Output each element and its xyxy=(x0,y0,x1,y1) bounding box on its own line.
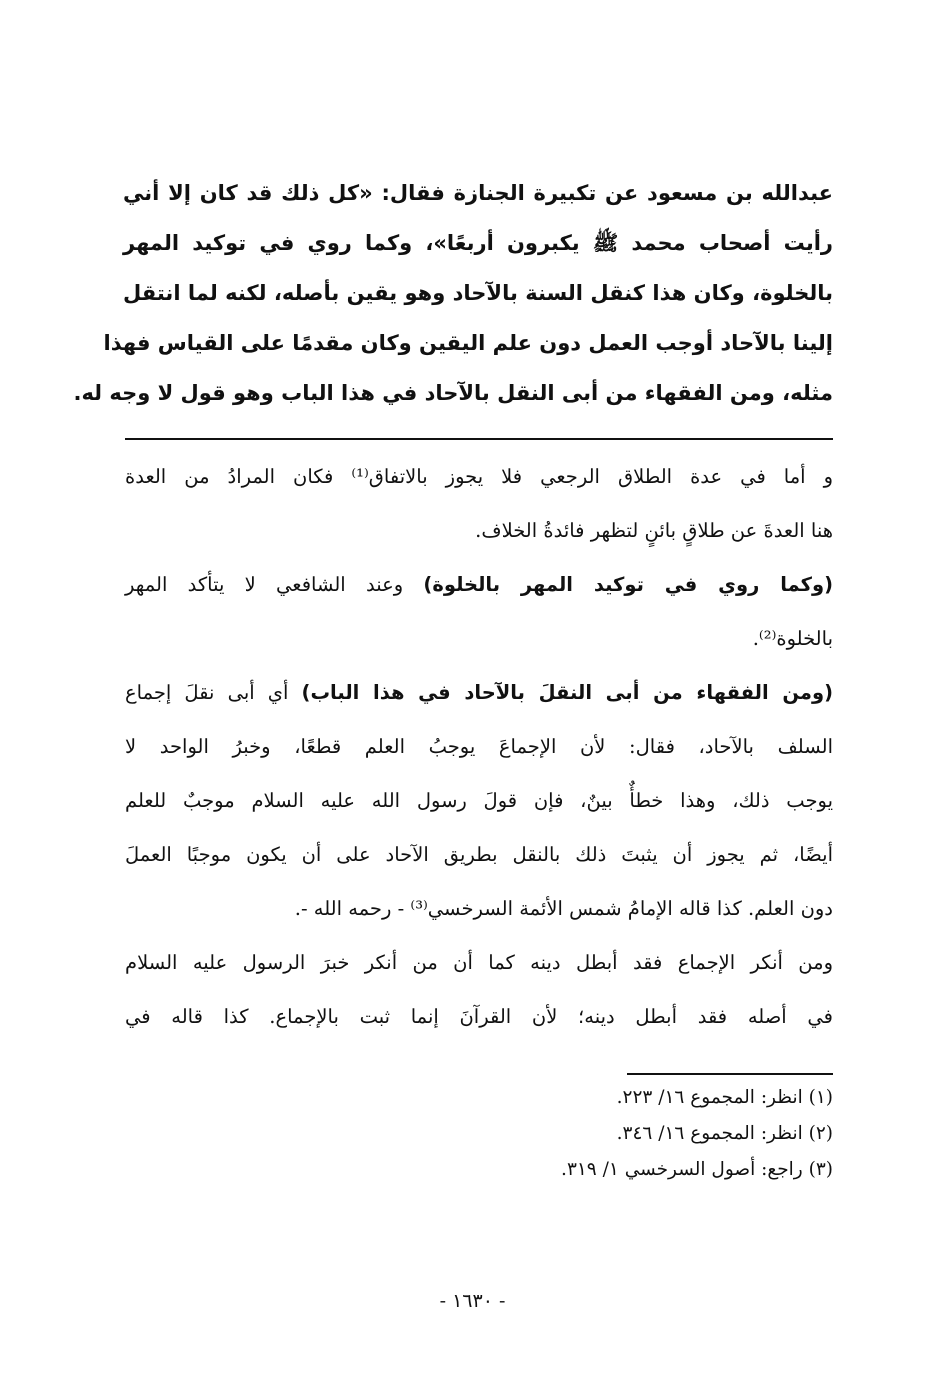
quoted-text: (وكما روي في توكيد المهر بالخلوة) xyxy=(423,573,833,596)
footnote: (١) انظر: المجموع ١٦/ ٢٢٣. xyxy=(616,1087,833,1108)
commentary-block xyxy=(125,450,833,1044)
footnote: (٣) راجع: أصول السرخسي ١/ ٣١٩. xyxy=(561,1159,833,1180)
commentary-line: بالخلوة⁽²⁾. xyxy=(752,627,833,650)
footnote-separator xyxy=(627,1073,833,1075)
commentary-line xyxy=(125,666,833,720)
commentary-line: في أصله فقد أبطل دينه؛ لأن القرآنَ إنما ثبت بالإجماع. كذا قاله في xyxy=(125,1005,833,1028)
main-text-block xyxy=(73,168,833,418)
footnote: (٢) انظر: المجموع ١٦/ ٣٤٦. xyxy=(616,1123,833,1144)
commentary-line: ومن أنكر الإجماع فقد أبطل دينه كما أن من أنكر خبرَ الرسول عليه السلام xyxy=(125,951,833,974)
commentary-line: و أما في عدة الطلاق الرجعي فلا يجوز بالاتفاق⁽¹⁾ فكان المرادُ من العدة xyxy=(125,465,833,488)
commentary-line: أيضًا، ثم يجوز أن يثبتَ ذلك بالنقل بطريق الآحاد على أن يكون موجبًا العملَ xyxy=(125,843,833,866)
main-text-line: مثله، ومن الفقهاء من أبى النقل بالآحاد في هذا الباب وهو قول لا وجه له. xyxy=(73,381,833,405)
commentary-line: يوجب ذلك، وهذا خطأٌ بينٌ، فإن قولَ رسول الله عليه السلام موجبٌ للعلم xyxy=(125,789,833,812)
quoted-text: (ومن الفقهاء من أبى النقلَ بالآحاد في هذا الباب) xyxy=(301,681,833,704)
commentary-line: هنا العدةَ عن طلاقٍ بائنٍ لتظهر فائدةُ الخلاف. xyxy=(475,519,833,542)
footnotes-block xyxy=(125,1080,833,1188)
commentary-text: أي أبى نقلَ إجماع xyxy=(125,681,302,704)
page-number: - ١٦٣٠ - xyxy=(439,1290,506,1312)
commentary-line: دون العلم. كذا قاله الإمامُ شمس الأئمة السرخسي⁽³⁾ - رحمه الله -. xyxy=(294,897,833,920)
main-text-line: بالخلوة، وكان هذا كنقل السنة بالآحاد وهو يقين بأصله، لكنه لما انتقل xyxy=(123,281,833,305)
main-text-line: رأيت أصحاب محمد ﷺ يكبرون أربعًا»، وكما روي في توكيد المهر xyxy=(123,231,833,255)
commentary-line xyxy=(125,558,833,612)
main-text-line: عبدالله بن مسعود عن تكبيرة الجنازة فقال: «كل ذلك قد كان إلا أني xyxy=(123,181,833,205)
commentary-text: وعند الشافعي لا يتأكد المهر xyxy=(125,573,424,596)
commentary-line: السلف بالآحاد، فقال: لأن الإجماعَ يوجبُ العلم قطعًا، وخبرُ الواحد لا xyxy=(125,735,833,758)
main-text-separator xyxy=(125,438,833,440)
main-text-line: إلينا بالآحاد أوجب العمل دون علم اليقين وكان مقدمًا على القياس فهذا xyxy=(103,331,833,355)
